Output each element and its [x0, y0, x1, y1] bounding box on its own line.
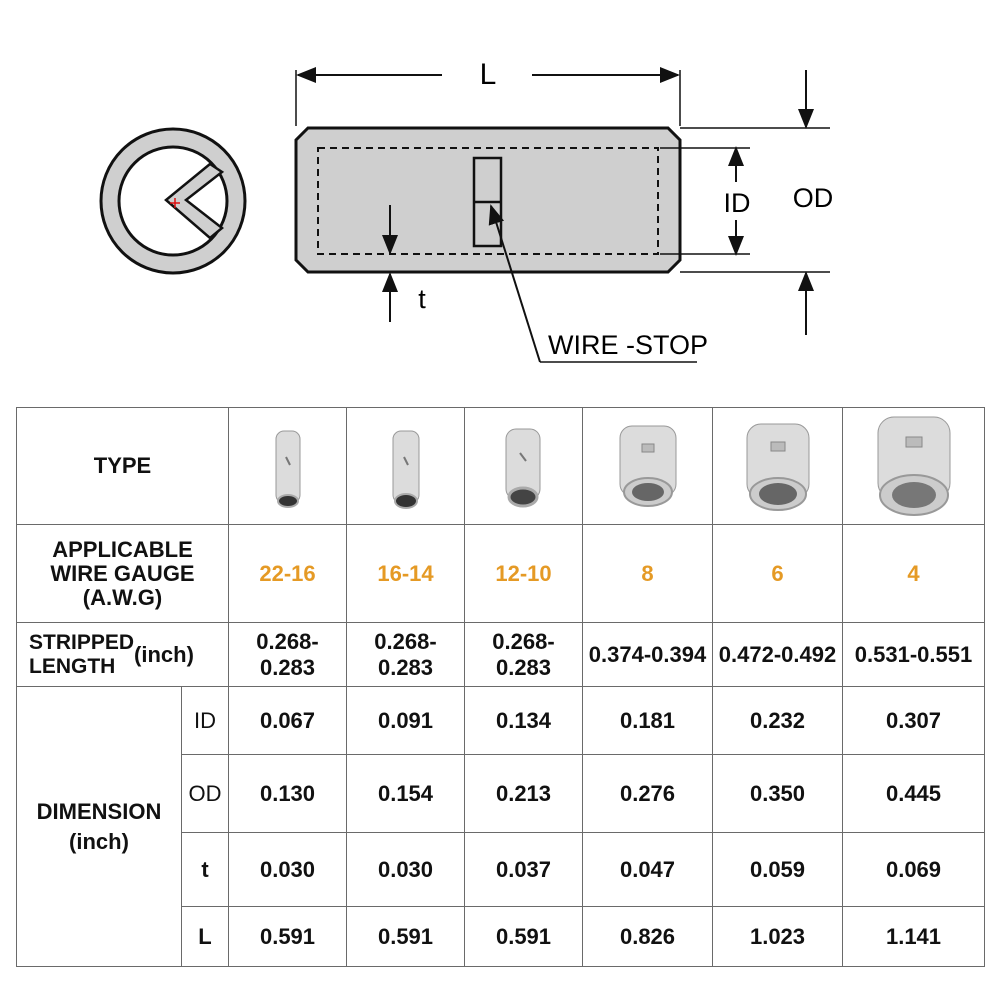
dimension-header-line: DIMENSION: [36, 798, 162, 824]
gauge-cell: 16-14: [347, 525, 465, 623]
butt-connector-icon: [484, 419, 564, 514]
butt-connector-icon: [258, 421, 318, 511]
dim-cell: 0.232: [713, 687, 843, 755]
dim-cell: 0.350: [713, 755, 843, 833]
stripped-header-line: LENGTH: [29, 654, 116, 678]
gauge-cell: 6: [713, 525, 843, 623]
type-row: [17, 408, 985, 525]
dim-cell: 0.276: [583, 755, 713, 833]
butt-connector-icon: [600, 416, 695, 516]
type-image-8: [583, 408, 713, 525]
dim-cell: 0.047: [583, 833, 713, 907]
type-image-16-14: [347, 408, 465, 525]
type-image-22-16: [229, 408, 347, 525]
dim-cell: 0.134: [465, 687, 583, 755]
dim-label-id: ID: [182, 687, 229, 755]
type-image-6: [713, 408, 843, 525]
dim-cell: 0.826: [583, 907, 713, 967]
label-ID: ID: [723, 188, 751, 218]
gauge-cell: 4: [843, 525, 985, 623]
length-dimension: [296, 58, 680, 126]
gauge-cell: 12-10: [465, 525, 583, 623]
end-view-ring: [101, 129, 245, 273]
connector-side-view: [296, 128, 680, 272]
stripped-length-row: [17, 623, 985, 687]
dim-cell: 0.445: [843, 755, 985, 833]
dim-cell: 1.023: [713, 907, 843, 967]
dim-cell: 0.067: [229, 687, 347, 755]
gauge-header: [17, 525, 229, 623]
gauge-row: [17, 525, 985, 623]
spec-table: [16, 407, 985, 967]
dim-row-id: [17, 687, 985, 755]
stripped-header: [17, 623, 229, 687]
dimension-header: [17, 687, 182, 967]
dim-cell: 0.307: [843, 687, 985, 755]
dim-label-t: t: [182, 833, 229, 907]
dim-cell: 0.591: [229, 907, 347, 967]
stripped-cell: 0.268-0.283: [347, 623, 465, 687]
stripped-cell: 0.531-0.551: [843, 623, 985, 687]
gauge-header-line: APPLICABLE: [52, 536, 193, 562]
butt-connector-icon: [725, 414, 830, 519]
label-L: L: [479, 58, 497, 91]
stripped-cell: 0.374-0.394: [583, 623, 713, 687]
dim-cell: 0.591: [347, 907, 465, 967]
stripped-cell: 0.472-0.492: [713, 623, 843, 687]
label-wire-stop: WIRE -STOP: [548, 330, 709, 360]
dim-cell: 0.091: [347, 687, 465, 755]
dim-cell: 0.059: [713, 833, 843, 907]
dim-cell: 0.037: [465, 833, 583, 907]
dimension-header-line: (inch): [69, 828, 129, 854]
type-header: TYPE: [17, 408, 229, 525]
stripped-unit: (inch): [134, 641, 194, 667]
dim-label-l: L: [182, 907, 229, 967]
gauge-header-line: (A.W.G): [82, 584, 163, 610]
dim-label-od: OD: [182, 755, 229, 833]
butt-connector-icon: [856, 411, 971, 521]
dim-cell: 0.130: [229, 755, 347, 833]
dim-cell: 1.141: [843, 907, 985, 967]
outer-diameter-dimension: [680, 70, 833, 335]
stripped-header-line: STRIPPED: [29, 630, 135, 654]
dim-cell: 0.591: [465, 907, 583, 967]
label-t: t: [418, 284, 426, 314]
butt-connector-icon: [371, 421, 441, 511]
gauge-cell: 8: [583, 525, 713, 623]
dim-cell: 0.069: [843, 833, 985, 907]
gauge-cell: 22-16: [229, 525, 347, 623]
stripped-cell: 0.268-0.283: [229, 623, 347, 687]
type-image-12-10: [465, 408, 583, 525]
connector-dimension-diagram: [0, 0, 1001, 400]
stripped-cell: 0.268-0.283: [465, 623, 583, 687]
dim-cell: 0.030: [347, 833, 465, 907]
type-image-4: [843, 408, 985, 525]
dim-cell: 0.213: [465, 755, 583, 833]
gauge-header-line: WIRE GAUGE: [50, 560, 195, 586]
dim-cell: 0.030: [229, 833, 347, 907]
dim-cell: 0.154: [347, 755, 465, 833]
label-OD: OD: [792, 183, 834, 213]
dim-cell: 0.181: [583, 687, 713, 755]
